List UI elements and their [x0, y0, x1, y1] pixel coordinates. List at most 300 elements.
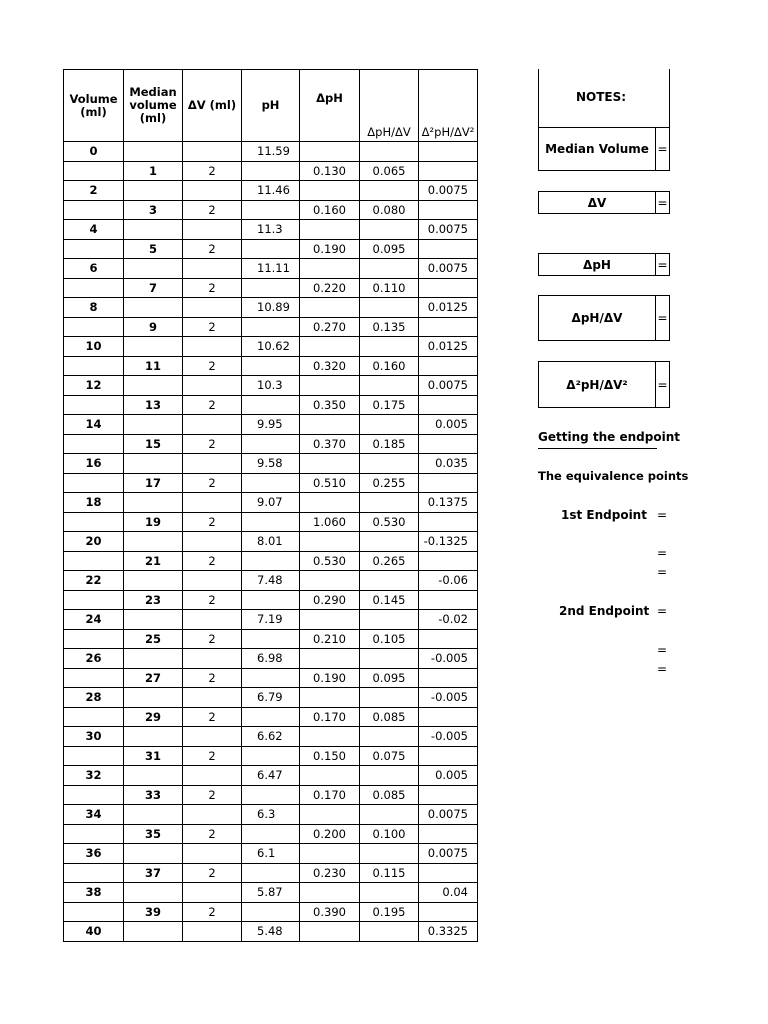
table-row [64, 844, 478, 864]
cell-ph: 9.95 [242, 415, 300, 435]
header-ph: pH [242, 70, 300, 142]
cell-dph-dv: 0.065 [360, 161, 419, 181]
cell-d2ph-dv2 [419, 395, 478, 415]
cell-delta-ph [300, 844, 360, 864]
table-row [64, 220, 478, 240]
cell-delta-ph: 0.270 [300, 317, 360, 337]
cell-delta-v: 2 [183, 824, 242, 844]
cell-dph-dv: 0.080 [360, 200, 419, 220]
cell-delta-v: 2 [183, 239, 242, 259]
cell-delta-ph: 0.510 [300, 473, 360, 493]
table-row [64, 688, 478, 708]
cell-d2ph-dv2 [419, 590, 478, 610]
cell-ph [242, 902, 300, 922]
table-row [64, 142, 478, 162]
cell-median-volume [124, 376, 183, 396]
cell-dph-dv: 0.085 [360, 785, 419, 805]
cell-volume: 6 [64, 259, 124, 279]
cell-dph-dv [360, 376, 419, 396]
cell-d2ph-dv2 [419, 278, 478, 298]
table-row [64, 902, 478, 922]
cell-delta-v [183, 610, 242, 630]
cell-dph-dv [360, 727, 419, 747]
first-endpoint-eq: = [657, 508, 668, 522]
header-median-volume: Median volume (ml) [124, 70, 183, 142]
cell-delta-ph [300, 766, 360, 786]
table-row [64, 785, 478, 805]
table-row [64, 337, 478, 357]
cell-d2ph-dv2: 0.3325 [419, 922, 478, 942]
cell-delta-v: 2 [183, 395, 242, 415]
cell-delta-v: 2 [183, 668, 242, 688]
cell-delta-v [183, 883, 242, 903]
cell-delta-v: 2 [183, 590, 242, 610]
cell-dph-dv [360, 805, 419, 825]
cell-ph: 8.01 [242, 532, 300, 552]
cell-volume: 22 [64, 571, 124, 591]
cell-d2ph-dv2: 0.005 [419, 415, 478, 435]
cell-d2ph-dv2 [419, 142, 478, 162]
cell-delta-ph: 0.530 [300, 551, 360, 571]
cell-volume: 4 [64, 220, 124, 240]
cell-ph [242, 200, 300, 220]
cell-median-volume [124, 532, 183, 552]
cell-delta-ph [300, 649, 360, 669]
cell-median-volume [124, 883, 183, 903]
cell-volume [64, 707, 124, 727]
cell-dph-dv [360, 688, 419, 708]
cell-median-volume: 13 [124, 395, 183, 415]
cell-delta-v [183, 688, 242, 708]
cell-median-volume [124, 571, 183, 591]
cell-median-volume [124, 220, 183, 240]
cell-ph: 10.3 [242, 376, 300, 396]
cell-volume: 26 [64, 649, 124, 669]
cell-median-volume [124, 415, 183, 435]
cell-ph: 11.11 [242, 259, 300, 279]
table-row [64, 239, 478, 259]
cell-delta-ph: 0.230 [300, 863, 360, 883]
cell-dph-dv: 0.160 [360, 356, 419, 376]
cell-median-volume: 11 [124, 356, 183, 376]
table-row [64, 649, 478, 669]
cell-d2ph-dv2: 0.0075 [419, 259, 478, 279]
cell-d2ph-dv2 [419, 707, 478, 727]
cell-median-volume: 5 [124, 239, 183, 259]
cell-delta-ph [300, 805, 360, 825]
cell-dph-dv: 0.095 [360, 668, 419, 688]
cell-delta-v [183, 532, 242, 552]
cell-volume [64, 590, 124, 610]
cell-ph: 6.3 [242, 805, 300, 825]
cell-delta-v: 2 [183, 200, 242, 220]
cell-d2ph-dv2 [419, 824, 478, 844]
cell-ph: 11.59 [242, 142, 300, 162]
table-row [64, 863, 478, 883]
cell-median-volume: 1 [124, 161, 183, 181]
cell-delta-ph [300, 532, 360, 552]
cell-median-volume: 17 [124, 473, 183, 493]
cell-volume: 10 [64, 337, 124, 357]
note-box-delta-ph [538, 253, 670, 276]
cell-d2ph-dv2: 0.0075 [419, 181, 478, 201]
first-endpoint-eq-2: = [657, 546, 668, 560]
cell-d2ph-dv2 [419, 512, 478, 532]
cell-ph [242, 785, 300, 805]
cell-dph-dv: 0.110 [360, 278, 419, 298]
cell-volume: 18 [64, 493, 124, 513]
cell-delta-ph: 0.370 [300, 434, 360, 454]
cell-delta-v [183, 727, 242, 747]
table-row [64, 922, 478, 942]
cell-ph: 6.62 [242, 727, 300, 747]
cell-dph-dv [360, 766, 419, 786]
cell-dph-dv [360, 298, 419, 318]
cell-delta-ph [300, 688, 360, 708]
cell-delta-ph: 0.320 [300, 356, 360, 376]
cell-median-volume [124, 142, 183, 162]
cell-delta-v: 2 [183, 863, 242, 883]
cell-d2ph-dv2 [419, 902, 478, 922]
cell-volume [64, 395, 124, 415]
cell-d2ph-dv2: 0.0125 [419, 298, 478, 318]
note-box-d2ph-dv2 [538, 361, 670, 408]
cell-d2ph-dv2: -0.005 [419, 649, 478, 669]
cell-delta-v [183, 493, 242, 513]
cell-delta-v: 2 [183, 473, 242, 493]
cell-volume [64, 746, 124, 766]
cell-delta-ph [300, 727, 360, 747]
cell-median-volume [124, 337, 183, 357]
cell-dph-dv [360, 337, 419, 357]
second-endpoint-eq: = [657, 604, 668, 618]
cell-delta-ph: 0.220 [300, 278, 360, 298]
cell-delta-ph [300, 571, 360, 591]
cell-volume [64, 317, 124, 337]
cell-dph-dv [360, 883, 419, 903]
cell-ph [242, 707, 300, 727]
cell-volume [64, 785, 124, 805]
cell-delta-ph [300, 298, 360, 318]
cell-dph-dv [360, 259, 419, 279]
cell-d2ph-dv2 [419, 356, 478, 376]
cell-volume [64, 239, 124, 259]
cell-delta-v: 2 [183, 707, 242, 727]
table-row [64, 610, 478, 630]
cell-delta-ph [300, 181, 360, 201]
cell-d2ph-dv2: 0.035 [419, 454, 478, 474]
cell-volume [64, 278, 124, 298]
cell-dph-dv [360, 454, 419, 474]
table-row [64, 356, 478, 376]
cell-delta-v: 2 [183, 317, 242, 337]
cell-ph [242, 629, 300, 649]
cell-volume [64, 824, 124, 844]
cell-delta-v [183, 259, 242, 279]
cell-delta-ph: 0.210 [300, 629, 360, 649]
cell-median-volume [124, 688, 183, 708]
table-row [64, 395, 478, 415]
cell-ph [242, 590, 300, 610]
cell-median-volume: 27 [124, 668, 183, 688]
cell-dph-dv [360, 142, 419, 162]
cell-dph-dv: 0.085 [360, 707, 419, 727]
table-row [64, 415, 478, 435]
cell-ph: 6.98 [242, 649, 300, 669]
cell-median-volume [124, 298, 183, 318]
cell-ph: 5.87 [242, 883, 300, 903]
table-row [64, 259, 478, 279]
header-delta-ph: ΔpH [300, 70, 360, 142]
cell-median-volume [124, 454, 183, 474]
cell-delta-v [183, 142, 242, 162]
cell-dph-dv [360, 415, 419, 435]
cell-volume: 20 [64, 532, 124, 552]
cell-d2ph-dv2: -0.1325 [419, 532, 478, 552]
cell-d2ph-dv2: -0.02 [419, 610, 478, 630]
cell-dph-dv [360, 844, 419, 864]
cell-dph-dv: 0.195 [360, 902, 419, 922]
cell-dph-dv [360, 220, 419, 240]
cell-delta-ph: 0.200 [300, 824, 360, 844]
note-box-delta-v [538, 191, 670, 214]
cell-delta-ph: 0.190 [300, 239, 360, 259]
cell-median-volume: 29 [124, 707, 183, 727]
cell-d2ph-dv2: 0.0075 [419, 376, 478, 396]
table-row [64, 590, 478, 610]
second-endpoint-eq-3: = [657, 662, 668, 676]
table-row [64, 883, 478, 903]
table-row [64, 707, 478, 727]
cell-dph-dv: 0.135 [360, 317, 419, 337]
cell-ph: 6.47 [242, 766, 300, 786]
cell-delta-ph [300, 454, 360, 474]
cell-median-volume: 19 [124, 512, 183, 532]
cell-dph-dv: 0.255 [360, 473, 419, 493]
cell-delta-ph [300, 376, 360, 396]
cell-dph-dv: 0.530 [360, 512, 419, 532]
cell-delta-v: 2 [183, 434, 242, 454]
table-row [64, 161, 478, 181]
getting-endpoint-heading: Getting the endpoint [538, 430, 680, 444]
cell-volume [64, 200, 124, 220]
cell-d2ph-dv2: 0.0125 [419, 337, 478, 357]
cell-ph [242, 395, 300, 415]
cell-median-volume: 23 [124, 590, 183, 610]
cell-median-volume: 33 [124, 785, 183, 805]
getting-endpoint-underline [538, 448, 657, 449]
cell-d2ph-dv2 [419, 863, 478, 883]
cell-volume: 8 [64, 298, 124, 318]
table-row [64, 317, 478, 337]
cell-median-volume: 7 [124, 278, 183, 298]
cell-ph [242, 356, 300, 376]
cell-median-volume: 3 [124, 200, 183, 220]
cell-volume [64, 473, 124, 493]
cell-dph-dv [360, 532, 419, 552]
cell-dph-dv: 0.100 [360, 824, 419, 844]
cell-volume: 0 [64, 142, 124, 162]
table-row [64, 746, 478, 766]
cell-median-volume: 39 [124, 902, 183, 922]
cell-ph [242, 668, 300, 688]
cell-volume: 12 [64, 376, 124, 396]
cell-delta-v [183, 337, 242, 357]
cell-median-volume: 15 [124, 434, 183, 454]
cell-median-volume [124, 649, 183, 669]
cell-ph: 11.46 [242, 181, 300, 201]
cell-volume: 38 [64, 883, 124, 903]
cell-ph [242, 434, 300, 454]
cell-ph: 9.07 [242, 493, 300, 513]
cell-delta-v: 2 [183, 512, 242, 532]
cell-d2ph-dv2: 0.0075 [419, 844, 478, 864]
cell-ph [242, 512, 300, 532]
cell-dph-dv [360, 493, 419, 513]
second-endpoint-eq-2: = [657, 643, 668, 657]
cell-median-volume [124, 610, 183, 630]
cell-volume: 30 [64, 727, 124, 747]
cell-delta-ph [300, 142, 360, 162]
table-row [64, 805, 478, 825]
cell-volume [64, 902, 124, 922]
cell-ph [242, 551, 300, 571]
cell-d2ph-dv2: 0.0075 [419, 805, 478, 825]
cell-delta-ph: 0.160 [300, 200, 360, 220]
table-row [64, 571, 478, 591]
cell-delta-v: 2 [183, 278, 242, 298]
cell-volume [64, 512, 124, 532]
cell-delta-ph [300, 883, 360, 903]
note-eq-median-volume: = [657, 142, 668, 156]
cell-median-volume [124, 727, 183, 747]
titration-table [63, 69, 478, 942]
cell-delta-ph [300, 922, 360, 942]
table-row [64, 824, 478, 844]
cell-d2ph-dv2 [419, 746, 478, 766]
cell-dph-dv: 0.095 [360, 239, 419, 259]
cell-dph-dv [360, 610, 419, 630]
note-box-median-volume [538, 127, 670, 171]
table-row [64, 376, 478, 396]
cell-d2ph-dv2: 0.1375 [419, 493, 478, 513]
cell-ph: 5.48 [242, 922, 300, 942]
note-label-delta-v: ΔV [539, 192, 656, 213]
header-dph-dv: ΔpH/ΔV [360, 70, 419, 142]
cell-volume: 28 [64, 688, 124, 708]
cell-delta-ph: 0.150 [300, 746, 360, 766]
cell-dph-dv [360, 571, 419, 591]
cell-ph: 11.3 [242, 220, 300, 240]
cell-volume: 24 [64, 610, 124, 630]
table-header-row [64, 70, 478, 142]
cell-volume [64, 161, 124, 181]
cell-ph [242, 239, 300, 259]
cell-d2ph-dv2 [419, 239, 478, 259]
cell-delta-ph [300, 259, 360, 279]
header-volume: Volume (ml) [64, 70, 124, 142]
note-eq-d2ph-dv2: = [657, 377, 668, 392]
cell-d2ph-dv2 [419, 629, 478, 649]
notes-right-border [669, 69, 670, 128]
cell-delta-ph: 0.130 [300, 161, 360, 181]
cell-delta-v: 2 [183, 356, 242, 376]
cell-volume [64, 551, 124, 571]
cell-median-volume [124, 259, 183, 279]
cell-d2ph-dv2: -0.005 [419, 688, 478, 708]
cell-delta-v [183, 454, 242, 474]
cell-dph-dv: 0.115 [360, 863, 419, 883]
cell-median-volume [124, 805, 183, 825]
cell-delta-v: 2 [183, 629, 242, 649]
header-delta-v: ΔV (ml) [183, 70, 242, 142]
table-row [64, 454, 478, 474]
note-eq-dph-dv: = [657, 311, 668, 325]
table-row [64, 727, 478, 747]
table-row [64, 532, 478, 552]
cell-d2ph-dv2: -0.06 [419, 571, 478, 591]
cell-delta-ph [300, 220, 360, 240]
equivalence-points-label: The equivalence points [538, 469, 689, 483]
cell-delta-v [183, 805, 242, 825]
note-box-dph-dv [538, 295, 670, 341]
cell-delta-ph: 0.290 [300, 590, 360, 610]
cell-delta-ph: 0.170 [300, 707, 360, 727]
cell-volume: 16 [64, 454, 124, 474]
cell-volume [64, 668, 124, 688]
cell-d2ph-dv2 [419, 668, 478, 688]
cell-delta-v: 2 [183, 746, 242, 766]
cell-delta-v [183, 844, 242, 864]
cell-d2ph-dv2 [419, 434, 478, 454]
cell-delta-ph [300, 337, 360, 357]
cell-delta-v [183, 415, 242, 435]
cell-delta-v [183, 181, 242, 201]
notes-left-border [538, 69, 539, 128]
cell-median-volume [124, 766, 183, 786]
table-row [64, 434, 478, 454]
cell-delta-v [183, 766, 242, 786]
table-row [64, 551, 478, 571]
cell-d2ph-dv2 [419, 161, 478, 181]
cell-median-volume: 31 [124, 746, 183, 766]
cell-volume: 14 [64, 415, 124, 435]
cell-dph-dv [360, 181, 419, 201]
table-row [64, 181, 478, 201]
cell-median-volume [124, 922, 183, 942]
cell-median-volume [124, 493, 183, 513]
cell-delta-v: 2 [183, 551, 242, 571]
cell-d2ph-dv2 [419, 317, 478, 337]
cell-volume [64, 434, 124, 454]
second-endpoint-label: 2nd Endpoint [559, 604, 650, 618]
cell-delta-v [183, 649, 242, 669]
cell-median-volume: 25 [124, 629, 183, 649]
first-endpoint-label: 1st Endpoint [561, 508, 647, 522]
cell-dph-dv: 0.265 [360, 551, 419, 571]
table-row [64, 298, 478, 318]
notes-title: NOTES: [576, 90, 627, 104]
table-row [64, 200, 478, 220]
cell-median-volume [124, 181, 183, 201]
cell-delta-v [183, 220, 242, 240]
cell-median-volume: 21 [124, 551, 183, 571]
table-row [64, 278, 478, 298]
cell-ph: 9.58 [242, 454, 300, 474]
cell-ph [242, 746, 300, 766]
cell-ph [242, 317, 300, 337]
table-row [64, 493, 478, 513]
